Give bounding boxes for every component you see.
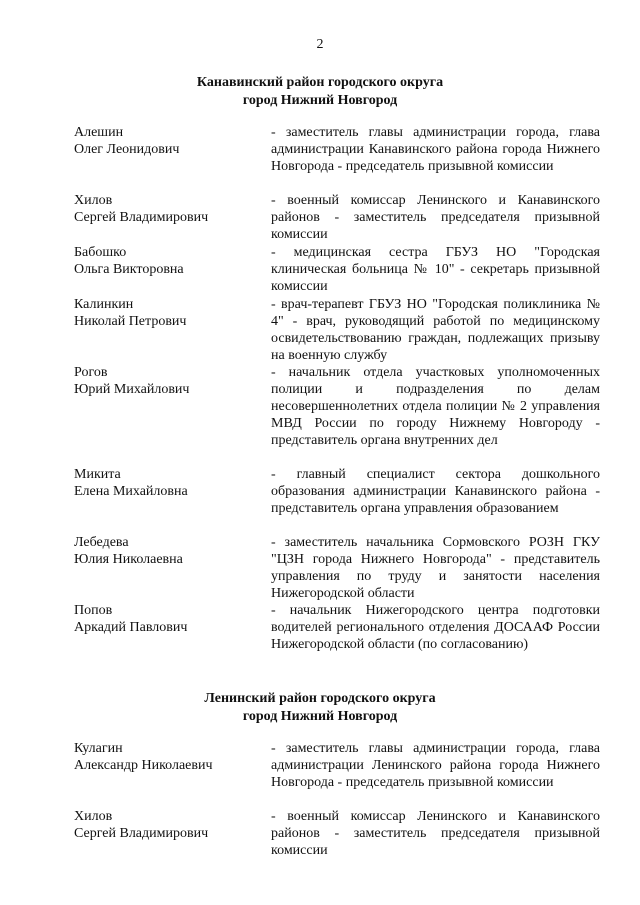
member-role: - военный комиссар Ленинского и Канавинского районов - заместитель председателя призывной комиссии [271, 193, 600, 242]
member-given-names: Сергей Владимирович [74, 210, 209, 225]
section-title-line: город Нижний Новгород [242, 709, 398, 724]
member-given-names: Юрий Михайлович [74, 382, 190, 397]
member-surname: Калинкин [74, 297, 134, 312]
member-name [74, 364, 264, 398]
member-surname: Бабошко [74, 245, 127, 260]
section-title-line: Канавинский район городского округа [196, 75, 444, 90]
member-surname: Хилов [74, 809, 113, 824]
member-name [74, 296, 264, 330]
member-given-names: Александр Николаевич [74, 758, 213, 773]
member-role: - медицинская сестра ГБУЗ НО "Городская клиническая больница № 10" - секретарь призывной комиссии [271, 245, 600, 294]
member-given-names: Николай Петрович [74, 314, 187, 329]
member-surname: Хилов [74, 193, 113, 208]
member-role: - врач-терапевт ГБУЗ НО "Городская поликлиника № 4" - врач, руководящий работой по медицинскому освидетельствованию граждан, подлежащих призыву на военную службу [271, 297, 600, 363]
member-surname: Кулагин [74, 741, 123, 756]
member-given-names: Сергей Владимирович [74, 826, 209, 841]
member-role: - начальник Нижегородского центра подготовки водителей регионального отделения ДОСААФ России Нижегородской области (по согласованию) [271, 603, 600, 652]
member-role: - главный специалист сектора дошкольного образования администрации Канавинского района - представитель органа управления образованием [271, 467, 600, 516]
member-given-names: Елена Михайловна [74, 484, 188, 499]
member-role: - заместитель главы администрации города, глава администрации Канавинского района города Нижнего Новгорода - председатель призывной комиссии [271, 125, 600, 174]
member-role: - заместитель главы администрации города, глава администрации Ленинского района города Нижнего Новгорода - председатель призывной комиссии [271, 741, 600, 790]
member-surname: Лебедева [74, 535, 129, 550]
member-name [74, 740, 264, 774]
member-given-names: Аркадий Павлович [74, 620, 188, 635]
member-name [74, 808, 264, 842]
member-given-names: Олег Леонидович [74, 142, 180, 157]
member-given-names: Юлия Николаевна [74, 552, 183, 567]
section-title-line: город Нижний Новгород [242, 93, 398, 108]
member-name [74, 244, 264, 278]
member-surname: Алешин [74, 125, 124, 140]
member-name [74, 124, 264, 158]
member-name [74, 602, 264, 636]
member-role: - заместитель начальника Сормовского РОЗН ГКУ "ЦЗН города Нижнего Новгорода" - представитель управления по труду и занятости населения Нижегородской области [271, 535, 600, 601]
member-role: - начальник отдела участковых уполномоченных полиции и подразделения по делам несовершеннолетних отдела полиции № 2 управления МВД России по городу Нижнему Новгороду - представитель органа внутренних дел [271, 365, 600, 448]
member-surname: Рогов [74, 365, 108, 380]
section-title-kanavinsky [0, 74, 640, 110]
section-title-leninsky [0, 690, 640, 726]
member-name [74, 534, 264, 568]
member-given-names: Ольга Викторовна [74, 262, 184, 277]
section-title-line: Ленинский район городского округа [204, 691, 436, 706]
member-surname: Микита [74, 467, 121, 482]
member-name [74, 192, 264, 226]
member-role: - военный комиссар Ленинского и Канавинского районов - заместитель председателя призывной комиссии [271, 809, 600, 858]
member-name [74, 466, 264, 500]
page-number: 2 [316, 37, 324, 52]
member-surname: Попов [74, 603, 113, 618]
